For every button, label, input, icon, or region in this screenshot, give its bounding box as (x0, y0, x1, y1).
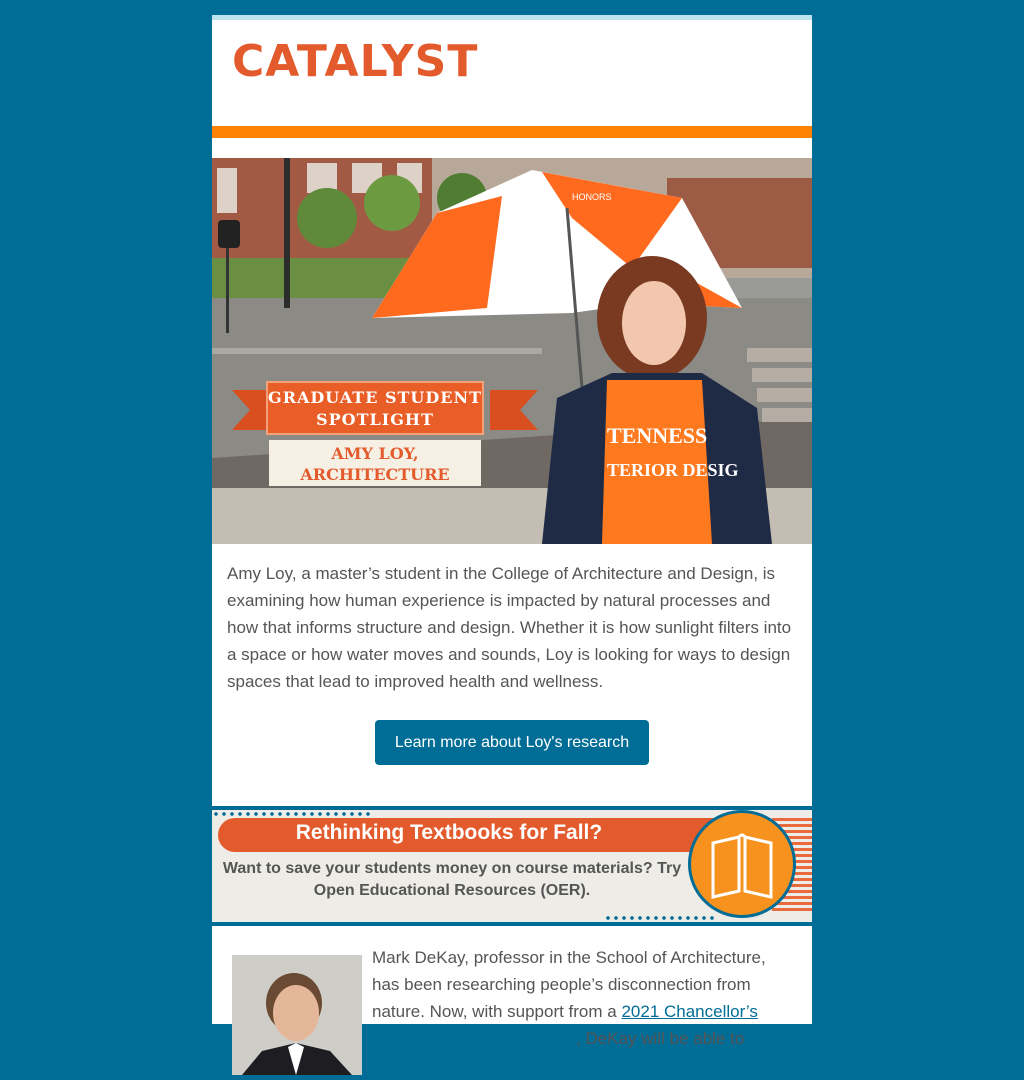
spotlight-banner-title: GRADUATE STUDENT SPOTLIGHT (266, 381, 484, 435)
learn-more-button[interactable]: Learn more about Loy's research (375, 720, 649, 765)
mark-dekay-portrait (232, 955, 362, 1075)
dots-decoration (604, 916, 714, 920)
faculty-bio-text (372, 944, 794, 1052)
email-container (212, 15, 812, 1048)
oer-promo-banner[interactable] (212, 806, 812, 926)
open-book-icon (688, 810, 796, 918)
orange-divider (212, 126, 812, 138)
promo-subtext: Want to save your students money on course materials? Try Open Educational Resources (OER). (222, 860, 682, 899)
spotlight-banner-subtitle: AMY LOY, ARCHITECTURE (269, 440, 481, 486)
bio-text-before: Mark DeKay, professor in the School of Architecture, has been researching people’s disconnection from nature. Now, with support from a (372, 948, 766, 1021)
hero-photo (212, 158, 812, 544)
hero-image[interactable] (212, 158, 812, 544)
catalyst-logo[interactable]: CATALYST (232, 36, 479, 87)
chancellors-grant-link[interactable]: 2021 Chancellor’s Grant for Faculty Research (372, 1002, 758, 1048)
email-header (212, 20, 812, 126)
shirt-text-1: TENNESS (607, 423, 708, 448)
faculty-bio-section (212, 926, 812, 1052)
intro-paragraph: Amy Loy, a master’s student in the College of Architecture and Design, is examining how human experience is impacted by natural processes and how that informs structure and design. Whether it is how sunlight filters into a space or how water moves and sounds, Loy is looking for ways to design spaces that lead to improved health and wellness. (227, 564, 792, 691)
cta-container (212, 695, 812, 792)
promo-headline: Rethinking Textbooks for Fall? (295, 821, 603, 844)
bio-text-after: , DeKay will be able to (576, 1029, 745, 1048)
dots-decoration (212, 812, 372, 816)
shirt-text-2: TERIOR DESIG (607, 460, 739, 480)
umbrella-text: HONORS (572, 192, 612, 202)
